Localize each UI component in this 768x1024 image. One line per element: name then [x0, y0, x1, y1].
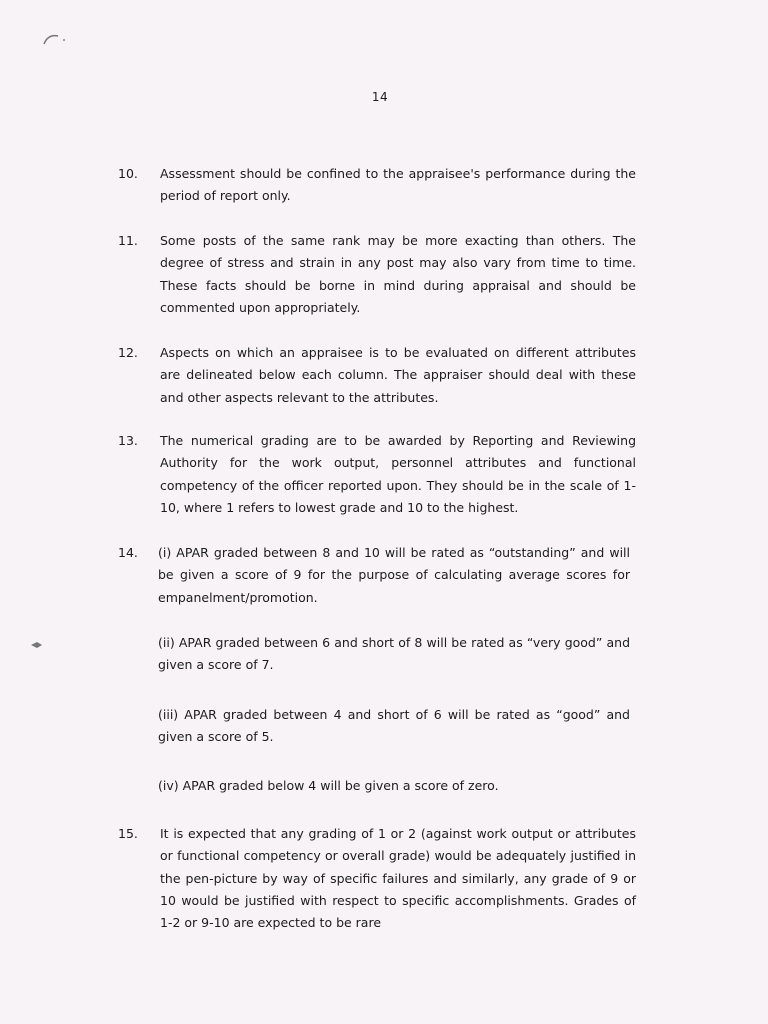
paragraph-text: The numerical grading are to be awarded by Reporting and Reviewing Authority for the work output, personnel attributes and functional competency of the officer reported upon. They should be in the scale of 1-10, where 1 refers to lowest grade and 10 to the highest.: [160, 433, 636, 515]
paragraph-text: Aspects on which an appraisee is to be evaluated on different attributes are delineated below each column. The appraiser should deal with these and other aspects relevant to the attributes.: [160, 345, 636, 405]
paragraph-text: Assessment should be confined to the appraisee's performance during the period of report only.: [160, 166, 636, 204]
scan-spot-mark: [30, 640, 44, 650]
paragraph-number: 11.: [118, 233, 138, 248]
scan-corner-mark: [40, 30, 70, 50]
paragraph-14-item-4: (iv) APAR graded below 4 will be given a score of zero.: [158, 778, 499, 793]
paragraph-14-item-2: (ii) APAR graded between 6 and short of 8 will be rated as “very good” and given a score of 7.: [158, 635, 630, 673]
paragraph-text: Some posts of the same rank may be more exacting than others. The degree of stress and strain in any post may also vary from time to time. These facts should be borne in mind during appraisal and should be commented upon appropriately.: [160, 233, 636, 315]
paragraph-number: 14.: [118, 545, 138, 560]
paragraph-number: 12.: [118, 345, 138, 360]
paragraph-14-item-1: (i) APAR graded between 8 and 10 will be rated as “outstanding” and will be given a score of 9 for the purpose of calculating average scores for empanelment/promotion.: [158, 545, 630, 605]
paragraph-14-item-3: (iii) APAR graded between 4 and short of 6 will be rated as “good” and given a score of 5.: [158, 707, 630, 745]
paragraph-text: It is expected that any grading of 1 or 2 (against work output or attributes or functional competency or overall grade) would be adequately justified in the pen-picture by way of specific failures and similarly, any grade of 9 or 10 would be justified with respect to specific accomplishments. Grades of 1-2 or 9-10 are expected to be rare: [160, 826, 636, 931]
paragraph-number: 15.: [118, 826, 138, 841]
paragraph-number: 10.: [118, 166, 138, 181]
page-number: 14: [371, 90, 389, 104]
paragraph-number: 13.: [118, 433, 138, 448]
